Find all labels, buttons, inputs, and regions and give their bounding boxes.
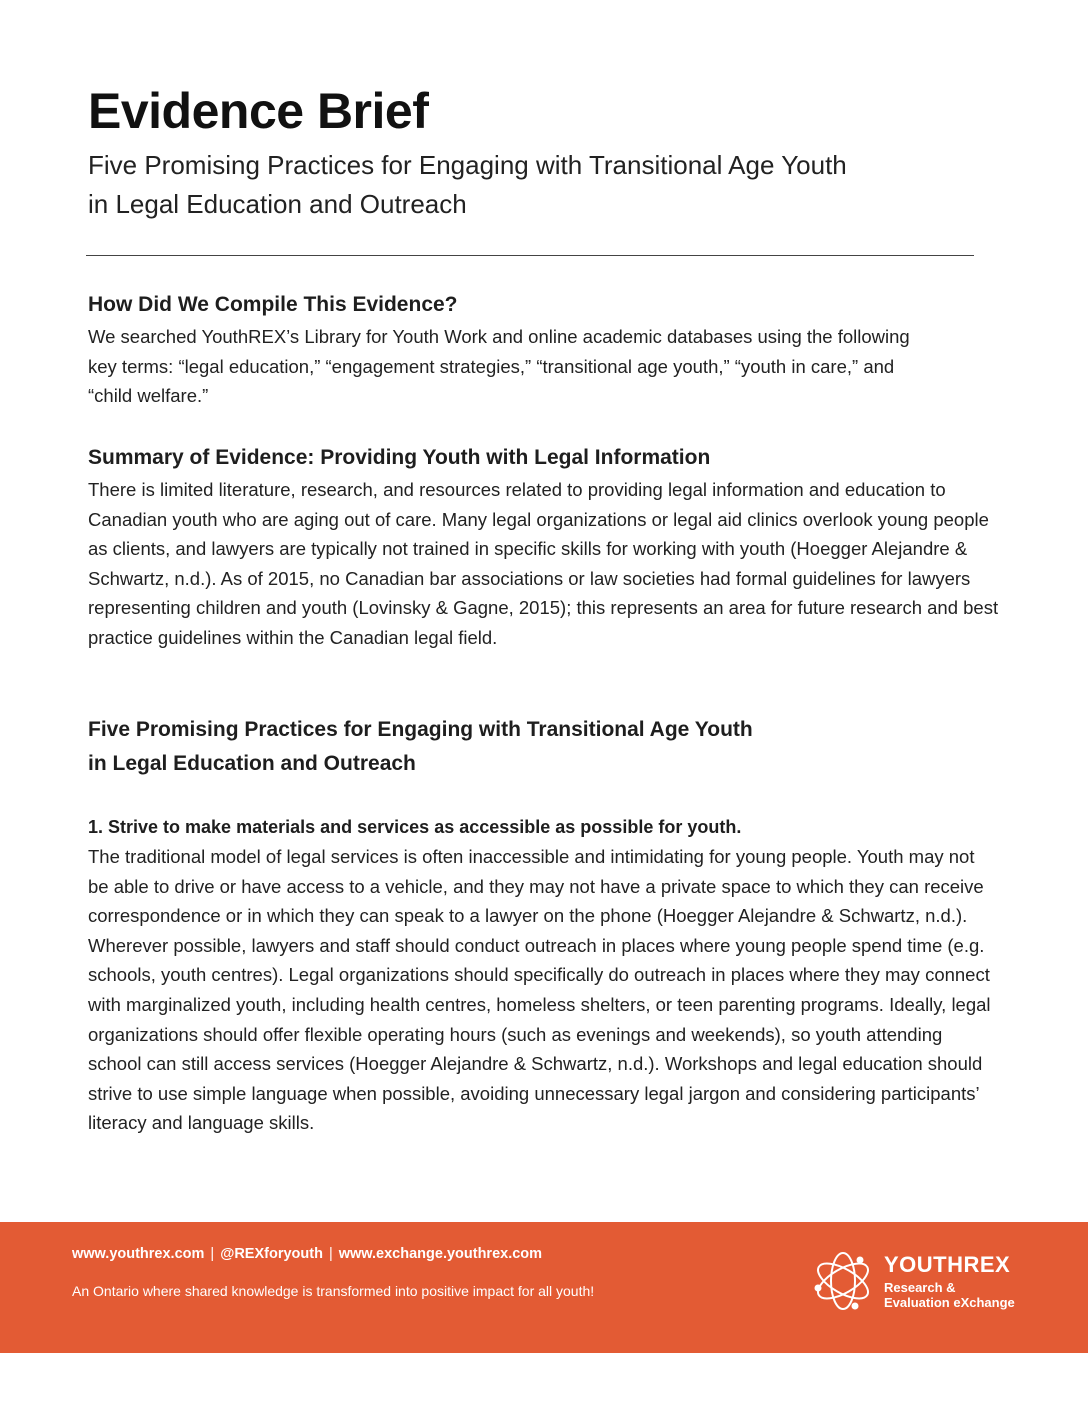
subtitle-line-1: Five Promising Practices for Engaging with Transitional Age Youth <box>88 150 847 180</box>
practice-body: The traditional model of legal services is often inaccessible and intimidating for young people. Youth may not be able to drive or have access to a vehicle, and they may not have a private space to which they can receive correspondence or in which they can speak to a lawyer on the phone (Hoegger Alejandre & Schwartz, n.d.). Wherever possible, lawyers and staff should conduct outreach in places where young people spend time (e.g. schools, youth centres). Legal organizations should specifically do outreach in places where they may connect with marginalized youth, including health centres, homeless shelters, or teen parenting programs. Ideally, legal organizations should offer flexible operating hours (such as evenings and weekends), so youth attending school can still access services (Hoegger Alejandre & Schwartz, n.d.). Workshops and legal education should strive to use simple language when possible, avoiding unnecessary legal jargon and considering participants’ literacy and language skills. <box>88 846 991 1134</box>
footer-link-website[interactable]: www.youthrex.com <box>72 1246 205 1262</box>
section-heading: How Did We Compile This Evidence? <box>88 293 458 316</box>
footer-link-exchange[interactable]: www.exchange.youthrex.com <box>338 1246 543 1262</box>
footer-tagline: An Ontario where shared knowledge is transformed into positive impact for all youth! <box>72 1283 595 1299</box>
document-title: Evidence Brief <box>88 83 429 139</box>
subtitle-line-2: in Legal Education and Outreach <box>88 189 467 219</box>
footer-link-twitter[interactable]: @REXforyouth <box>220 1246 323 1262</box>
section-body: We searched YouthREX’s Library for Youth Work and online academic databases using the following key terms: “legal education,” “engagement strategies,” “transitional age youth,” “youth in care,” and “child welfare.” <box>88 326 910 407</box>
section-summary-of-evidence <box>88 441 1008 653</box>
footer-separator: | <box>328 1246 333 1262</box>
logo-subtitle <box>884 1280 1015 1310</box>
section-promising-practices <box>88 713 1008 781</box>
footer-links <box>72 1246 542 1262</box>
document-subtitle <box>88 146 988 224</box>
section-heading: Summary of Evidence: Providing Youth with Legal Information <box>88 446 711 469</box>
section-body: There is limited literature, research, and resources related to providing legal information and education to Canadian youth who are aging out of care. Many legal organizations or legal aid clinics overlook young people as clients, and lawyers are typically not trained in specific skills for working with youth (Hoegger Alejandre & Schwartz, n.d.). As of 2015, no Canadian bar associations or law societies had formal guidelines for lawyers representing children and youth (Lovinsky & Gagne, 2015); this represents an area for future research and best practice guidelines within the Canadian legal field. <box>88 479 999 648</box>
footer-separator: | <box>210 1246 215 1262</box>
section-practice-1 <box>88 813 1008 1138</box>
orbit-logo-icon <box>810 1248 876 1314</box>
logo-subtitle-line-1: Research & <box>884 1280 956 1295</box>
section-compile-evidence <box>88 288 1008 411</box>
section-heading <box>88 713 1008 781</box>
footer-banner <box>0 1222 1088 1353</box>
heading-line-1: Five Promising Practices for Engaging with Transitional Age Youth <box>88 718 753 741</box>
heading-line-2: in Legal Education and Outreach <box>88 752 416 775</box>
logo-subtitle-line-2: Evaluation eXchange <box>884 1295 1015 1310</box>
practice-heading: 1. Strive to make materials and services as accessible as possible for youth. <box>88 817 742 837</box>
title-divider <box>86 255 974 256</box>
logo-wordmark: YOUTHREX <box>884 1252 1011 1277</box>
